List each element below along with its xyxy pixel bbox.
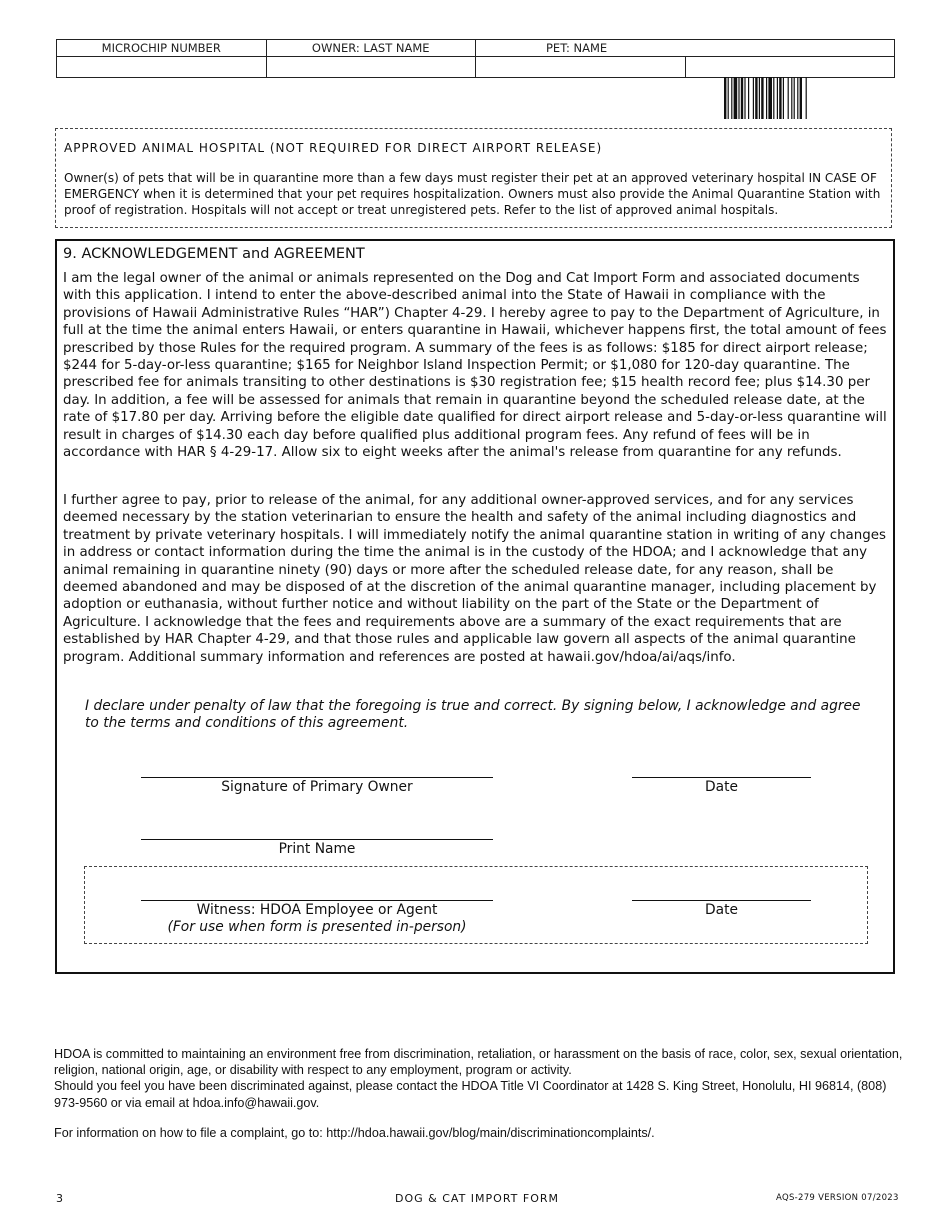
- barcode-bar: [788, 77, 789, 119]
- extra-field[interactable]: [685, 57, 895, 78]
- declaration-statement: I declare under penalty of law that the foregoing is true and correct. By signing below, I acknowledge and agree to the terms and conditions of this agreement.: [85, 698, 861, 732]
- nondiscrimination-text: HDOA is committed to maintaining an environment free from discrimination, retaliation, or harassment on the basis of race, color, sex, sexual orientation, religion, national origin, age, or disability with respect to any employment, program or activity.: [54, 1047, 903, 1078]
- barcode-bar: [777, 77, 778, 119]
- header-input-row: [57, 57, 895, 78]
- owner-last-name-label: OWNER: LAST NAME: [266, 40, 476, 57]
- barcode-bar: [731, 77, 732, 119]
- barcode-bar: [806, 77, 807, 119]
- signature-date-line[interactable]: [632, 777, 811, 778]
- coordinator-contact-text: Should you feel you have been discriminated against, please contact the HDOA Title VI Coordinator at 1428 S. King Street, Honolulu, HI 96814, (808) 973-9560 or via email at hdoa.info@hawaii.gov.: [54, 1079, 887, 1110]
- barcode-bar: [794, 77, 795, 119]
- page-number: 3: [56, 1192, 63, 1205]
- microchip-number-label: MICROCHIP NUMBER: [57, 40, 267, 57]
- print-name-label: Print Name: [278, 841, 356, 857]
- signature-label: Signature of Primary Owner: [221, 779, 413, 795]
- approved-hospital-text: Owner(s) of pets that will be in quarantine more than a few days must register their pet at an approved veterinary hospital IN CASE OF EMERGENCY when it is determined that your pet requires hospitalization. Owners must also provide the Animal Quarantine Station with proof of registration. Hospitals will not accept or treat unregistered pets. Refer to the list of approved animal hospitals.: [64, 171, 881, 217]
- signature-line[interactable]: [141, 777, 493, 778]
- pet-name-label: PET: NAME: [476, 40, 895, 57]
- acknowledgement-title: 9. ACKNOWLEDGEMENT and AGREEMENT: [63, 246, 365, 262]
- form-name: DOG & CAT IMPORT FORM: [395, 1192, 559, 1205]
- barcode-bar: [783, 77, 784, 119]
- barcode-bar: [753, 77, 754, 119]
- witness-date-line[interactable]: [632, 900, 811, 901]
- signature-date-label: Date: [705, 779, 738, 795]
- barcode-bar: [797, 77, 798, 119]
- header-row: [57, 40, 895, 57]
- barcode-bar: [791, 77, 792, 119]
- print-name-line[interactable]: [141, 839, 493, 840]
- witness-label: Witness: HDOA Employee or Agent: [196, 902, 438, 918]
- barcode-bar: [766, 77, 767, 119]
- header-table: [56, 39, 895, 78]
- acknowledgement-paragraph-2: I further agree to pay, prior to release of the animal, for any additional owner-approved services, and for any services deemed necessary by the station veterinarian to ensure the health and safety of the animal including diagnostics and treatment by private veterinary hospitals. I will immediately notify the animal quarantine station in writing of any changes in address or contact information during the time the animal is in the custody of the HDOA; and I acknowledge that any animal remaining in quarantine ninety (90) days or more after the scheduled release date, for any reason, shall be deemed abandoned and may be disposed of at the discretion of the animal quarantine manager, including placement by adoption or euthanasia, without further notice and without liability on the part of the State or the Department of Agriculture. I acknowledge that the fees and requirements above are a summary of the exact requirements that are established by HAR Chapter 4-29, and that those rules and applicable law govern all aspects of the animal quarantine program. Additional summary information and references are posted at hawaii.gov/hdoa/ai/aqs/info.: [63, 493, 886, 665]
- barcode-bar: [761, 77, 763, 119]
- barcode-bar: [728, 77, 729, 119]
- barcode-bar: [738, 77, 739, 119]
- acknowledgement-paragraph-1: I am the legal owner of the animal or animals represented on the Dog and Cat Import Form and associated documents with this application. I intend to enter the above-described animal into the State of Hawaii in compliance with the provisions of Hawaii Administrative Rules “HAR”) Chapter 4-29. I hereby agree to pay to the Department of Agriculture, in full at the time the animal enters Hawaii, or enters quarantine in Hawaii, whichever happens first, the total amount of fees prescribed by those Rules for the required program. A summary of the fees is as follows: $185 for direct airport release; $244 for 5-day-or-less quarantine; $165 for Neighbor Island Inspection Permit; or $1,080 for 120-day quarantine. The prescribed fee for animals transiting to other destinations is $30 registration fee; $15 health record fee; plus $14.30 per day. In addition, a fee will be assessed for animals that remain in quarantine beyond the scheduled release date, at the rate of $17.80 per day. Arriving before the eligible date qualified for direct airport release and 5-day-or-less quarantine will result in charges of $14.30 each day before qualified plus additional program fees. Any refund of fees will be in accordance with HAR § 4-29-17. Allow six to eight weeks after the animal's release from quarantine for any refunds.: [63, 271, 887, 461]
- barcode-bar: [744, 77, 745, 119]
- barcode-bar: [759, 77, 760, 119]
- barcode-bar: [768, 77, 772, 119]
- approved-hospital-title: APPROVED ANIMAL HOSPITAL (NOT REQUIRED FOR DIRECT AIRPORT RELEASE): [64, 141, 603, 155]
- owner-last-name-field[interactable]: [266, 57, 476, 78]
- witness-signature-line[interactable]: [141, 900, 493, 901]
- witness-note: (For use when form is presented in-person): [167, 919, 467, 935]
- approved-hospital-section: [55, 128, 892, 228]
- witness-date-label: Date: [705, 902, 738, 918]
- form-version: AQS-279 VERSION 07/2023: [776, 1193, 899, 1203]
- microchip-number-field[interactable]: [57, 57, 267, 78]
- barcode-bar: [779, 77, 781, 119]
- nondiscrimination-notice: [54, 1046, 904, 1111]
- barcode-bar: [741, 77, 743, 119]
- barcode-bar: [724, 77, 726, 119]
- complaint-info: For information on how to file a complaint, go to: http://hdoa.hawaii.gov/blog/main/discriminationcomplaints/.: [54, 1126, 655, 1140]
- barcode-bar: [800, 77, 802, 119]
- barcode-bar: [734, 77, 738, 119]
- barcode-bar: [755, 77, 757, 119]
- barcode-bar: [773, 77, 774, 119]
- pet-name-field[interactable]: [476, 57, 686, 78]
- acknowledgement-section: [55, 239, 895, 974]
- barcode-bar: [748, 77, 749, 119]
- barcode: [724, 77, 846, 119]
